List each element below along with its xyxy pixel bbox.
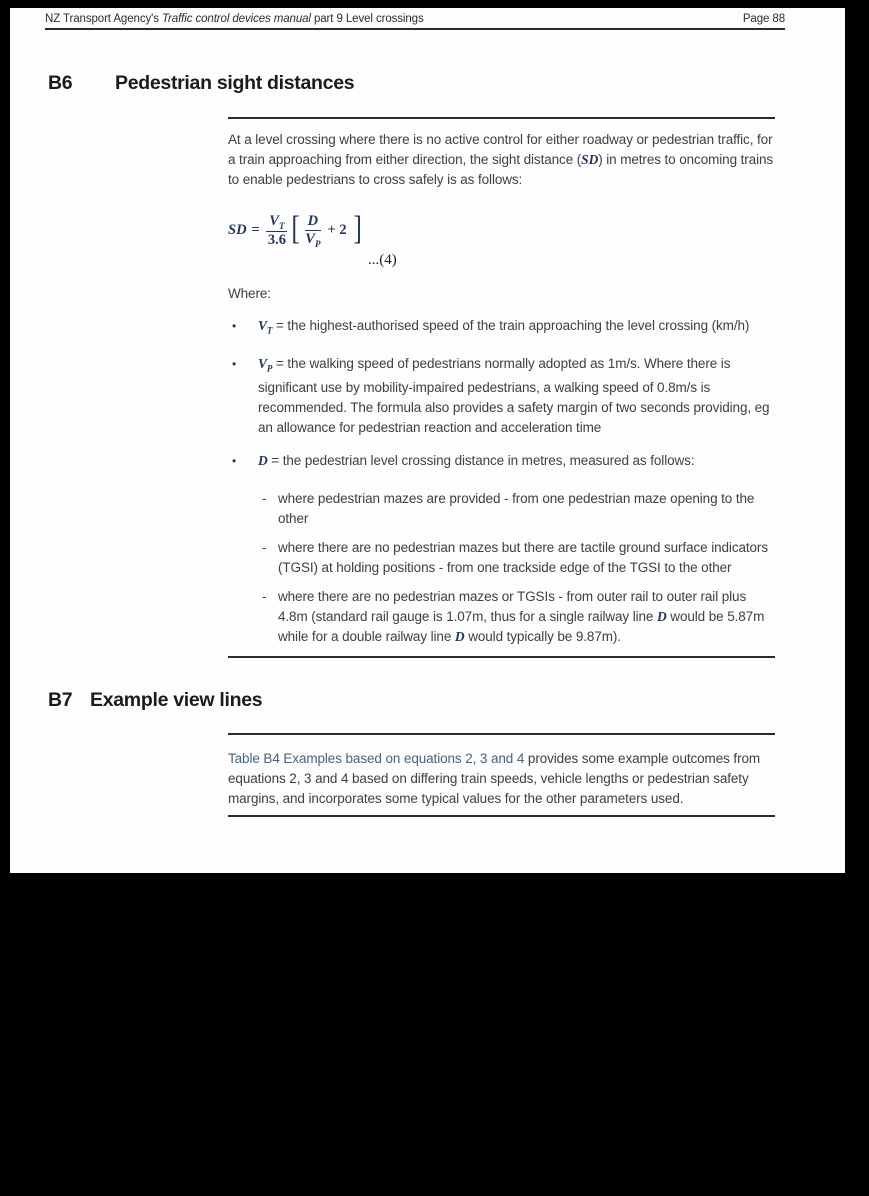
header-title-post: part 9 Level crossings — [310, 13, 424, 25]
sub-bullet-rails — [228, 587, 775, 647]
sub-bullet-tgsi-text: where there are no pedestrian mazes but there are tactile ground surface indicators (TGSI) at holding positions - from one trackside edge of the TGSI to the other — [278, 539, 768, 575]
b7-paragraph — [228, 749, 775, 809]
equation-4 — [228, 209, 775, 249]
formula-outer-numerator: $V_T$ — [266, 213, 287, 232]
section-b6-heading — [48, 72, 845, 95]
formula-inner-numerator: D — [305, 213, 321, 231]
page-header — [45, 13, 785, 30]
rule-end-of-b6 — [228, 656, 775, 658]
b7-content — [228, 733, 775, 817]
b6-content — [228, 117, 775, 658]
sub-bullet-mazes-text: where pedestrian mazes are provided - from one pedestrian maze opening to the other — [278, 490, 755, 526]
dash-icon: - — [262, 490, 267, 506]
bullet-dot-icon: • — [232, 318, 237, 333]
section-b7-heading — [48, 689, 845, 712]
bullet-d — [228, 451, 775, 476]
bullet-dot-icon: • — [232, 356, 237, 371]
formula-equals: = — [251, 222, 260, 239]
bullet-dot-icon: • — [232, 454, 237, 469]
bullet-d-text: D = the pedestrian level crossing distance in metres, measured as follows: — [258, 453, 695, 469]
formula-open-bracket: [ — [291, 209, 300, 247]
formula-lhs: SD — [228, 222, 247, 239]
b6-bullet-list — [228, 316, 775, 476]
document-page — [10, 8, 845, 873]
page-number: Page 88 — [742, 13, 785, 25]
header-title-manual-name: Traffic control devices manual — [161, 13, 311, 25]
formula-plus-term: + 2 — [327, 222, 347, 239]
bullet-vp — [228, 354, 775, 439]
where-label: Where: — [228, 285, 271, 301]
b6-intro-pre: At a level crossing where there is no active control for either roadway or pedestrian traffic, for a train approaching from either direction, the sight distance ( — [228, 132, 773, 167]
dash-icon: - — [262, 539, 267, 555]
table-b4-crossreference-link[interactable]: Table B4 Examples based on equations 2, 3 and 4 — [228, 750, 525, 766]
bullet-vt-text: $V_T$ = the highest-authorised speed of the train approaching the level crossing (km/h) — [258, 317, 750, 336]
rule-under-b6-heading — [228, 117, 775, 119]
equation-number: ...(4) — [368, 251, 397, 268]
bullet-vp-text: $V_P$ = the walking speed of pedestrians normally adopted as 1m/s. Where there is significant use by mobility-impaired pedestrians, a walking speed of 0.8m/s is recommended. The formula also provides a safety margin of two seconds providing, eg an allowance for pedestrian reaction and acceleration time — [258, 355, 770, 436]
sub-bullet-rails-text: where there are no pedestrian mazes or TGSIs - from outer rail to outer rail plus 4.8m (standard rail gauge is 1.07m, thus for a single railway line D would be 5.87m while for a double railway line D would typically be 9.87m). — [278, 588, 765, 644]
formula-close-bracket: ] — [352, 209, 362, 247]
formula-inner-denominator: $V_P$ — [305, 230, 321, 249]
formula-outer-fraction — [265, 213, 289, 249]
section-b6-number: B6 — [48, 72, 73, 94]
section-b7-number: B7 — [48, 688, 73, 711]
formula-outer-denominator: 3.6 — [267, 232, 286, 249]
b6-intro-paragraph — [228, 130, 775, 190]
sub-bullet-tgsi — [228, 538, 775, 578]
b6-sub-bullet-list — [228, 489, 775, 647]
section-b6-title: Pedestrian sight distances — [115, 72, 355, 94]
section-b7-title: Example view lines — [90, 688, 263, 711]
header-title — [45, 13, 424, 25]
rule-end-of-visible-area — [228, 815, 775, 817]
header-title-pre: NZ Transport Agency's — [45, 13, 162, 25]
rule-under-b7-heading — [228, 733, 775, 735]
bullet-vt — [228, 316, 775, 341]
b7-paragraph-rest: provides some example outcomes from equations 2, 3 and 4 based on differing train speeds, vehicle lengths or pedestrian safety margins, and incorporates some typical values for the other parameters used. — [228, 750, 761, 806]
dash-icon: - — [262, 588, 267, 604]
sub-bullet-mazes — [228, 489, 775, 529]
formula-inner-fraction — [302, 213, 323, 249]
b6-intro-post: ) in metres to oncoming trains to enable pedestrians to cross safely is as follows: — [228, 152, 774, 187]
var-sd: SD — [581, 152, 599, 167]
